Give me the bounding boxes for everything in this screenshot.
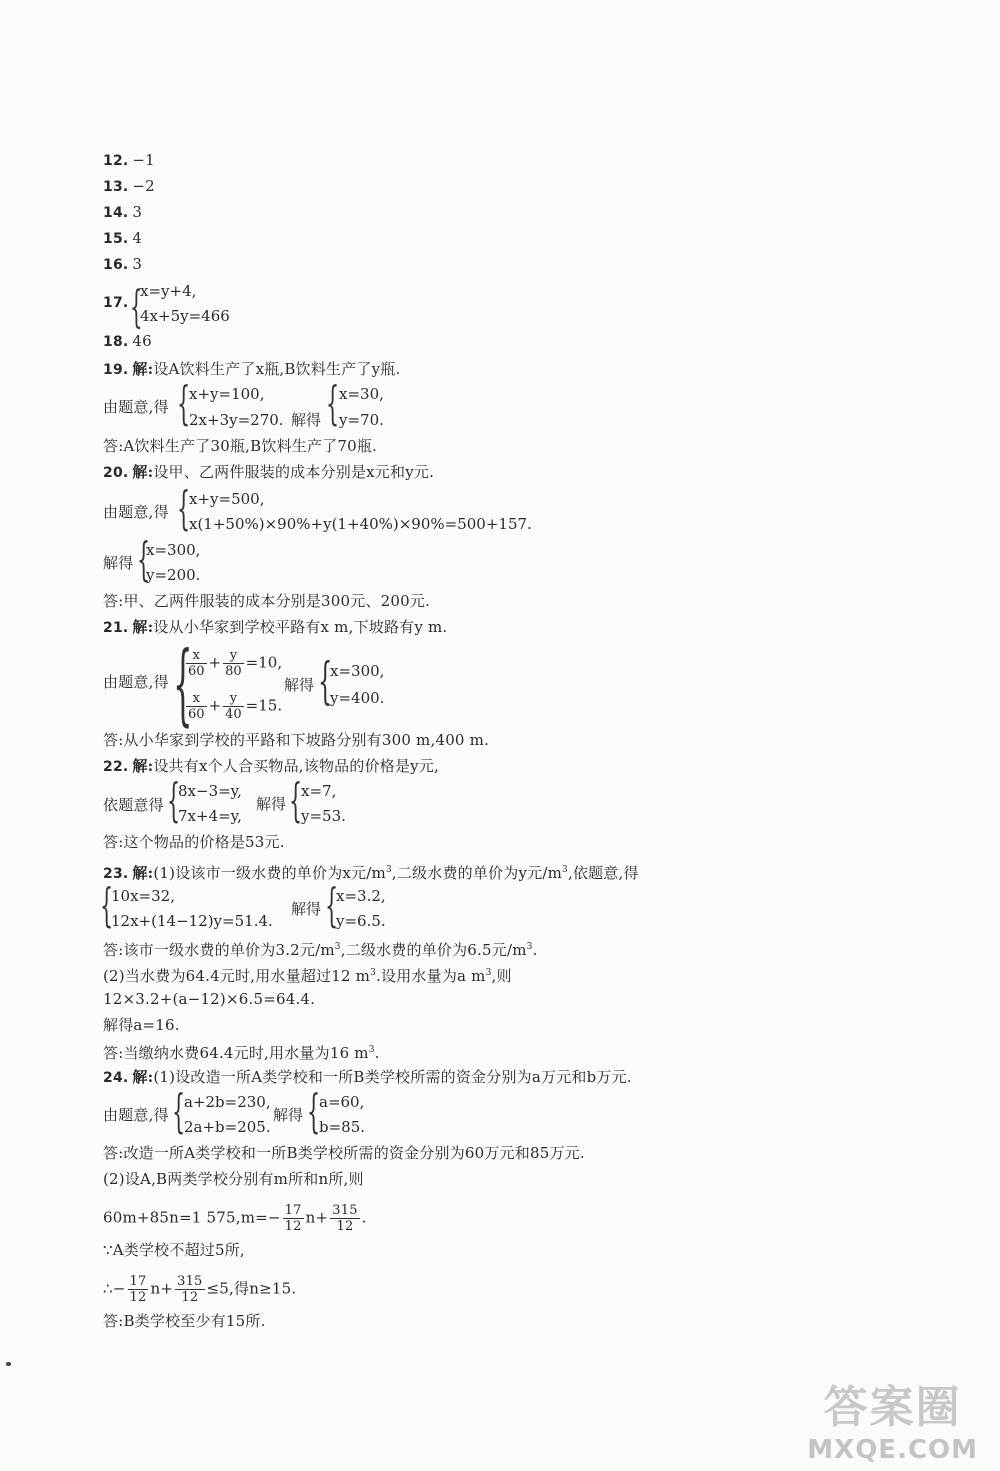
- result: x=30,: [339, 385, 384, 403]
- equation: 12×3.2+(a−12)×6.5=64.4.: [103, 990, 316, 1008]
- system-brace: {: [177, 376, 191, 430]
- solution-lead: 解得: [103, 554, 134, 572]
- result: y=6.5.: [336, 912, 386, 930]
- equation: 2a+b=205.: [184, 1118, 271, 1136]
- answer-22-conclusion: 答:这个物品的价格是53元.: [103, 833, 285, 851]
- because-line: ∵A类学校不超过5所,: [103, 1241, 245, 1259]
- solution-lead: 解得: [291, 411, 322, 429]
- watermark-logo: 答案圈: [823, 1382, 962, 1433]
- answer-21-setup: 21. 解:设从小华家到学校平路有x m,下坡路有y m.: [103, 618, 448, 636]
- system-lead: 由题意,得: [103, 1106, 169, 1124]
- system-brace: {: [326, 376, 340, 430]
- answer-24-conclusion-1: 答:改造一所A类学校和一所B类学校所需的资金分别为60万元和85万元.: [103, 1144, 585, 1162]
- equation-fractional: 60m+85n=1 575,m=− $\frac{17}{12}$ n+ $\frac{315}{12}$ .: [103, 1203, 367, 1234]
- result: a=60,: [319, 1093, 365, 1111]
- answer-24-setup: 24. 解:(1)设改造一所A类学校和一所B类学校所需的资金分别为a万元和b万元.: [103, 1068, 632, 1086]
- answer-15: 15. 4: [103, 229, 143, 247]
- answer-14: 14. 3: [103, 203, 143, 221]
- answer-23-conclusion-1: 答:该市一级水费的单价为3.2元$/m^3$,二级水费的单价为6.5元$/m^3$.: [103, 941, 538, 959]
- answer-24-conclusion-2: 答:B类学校至少有15所.: [103, 1312, 266, 1330]
- equation: x(1+50%)×90%+y(1+40%)×90%=500+157.: [189, 515, 532, 533]
- answer-23-setup: 23. 解:(1)设该市一级水费的单价为x元$/m^3$,二级水费的单价为y元$/m^3$,依题意,得: [103, 864, 639, 882]
- equation: 8x−3=y,: [178, 782, 242, 800]
- system-brace: {: [289, 773, 303, 827]
- equation: x+y=100,: [189, 385, 265, 403]
- system-brace: {: [100, 878, 114, 932]
- result: x=3.2,: [336, 887, 386, 905]
- result: x=300,: [146, 541, 201, 559]
- watermark: [807, 1371, 978, 1465]
- answer-16: 16. 3: [103, 255, 143, 273]
- answer-24-part2: (2)设A,B两类学校分别有m所和n所,则: [103, 1170, 364, 1188]
- result: y=70.: [339, 411, 384, 429]
- answer-21-conclusion: 答:从小华家到学校的平路和下坡路分别有300 m,400 m.: [103, 731, 490, 749]
- result: x=7,: [301, 782, 337, 800]
- system-brace: {: [307, 1084, 321, 1138]
- answer-23-conclusion-2: 答:当缴纳水费64.4元时,用水量为16 $m^3$.: [103, 1044, 380, 1062]
- answer-19-conclusion: 答:A饮料生产了30瓶,B饮料生产了70瓶.: [103, 437, 378, 455]
- equation-fractional: $\frac{x}{60}$ + $\frac{y}{80}$ =10,: [188, 648, 283, 679]
- solution-lead: 解得: [273, 1106, 304, 1124]
- answer-22-setup: 22. 解:设共有x个人合买物品,该物品的价格是y元,: [103, 757, 440, 775]
- answer-20-setup: 20. 解:设甲、乙两件服装的成本分别是x元和y元.: [103, 463, 435, 481]
- result: y=53.: [301, 807, 346, 825]
- result: b=85.: [319, 1118, 366, 1136]
- solution-lead: 解得: [284, 676, 315, 694]
- answer-18: 18. 46: [103, 332, 152, 350]
- system-brace: {: [172, 1084, 186, 1138]
- system-brace: {: [173, 632, 193, 735]
- solution-lead: 解得: [256, 795, 287, 813]
- equation: 2x+3y=270.: [189, 411, 284, 429]
- system-brace: {: [177, 481, 191, 535]
- system-brace: {: [130, 282, 143, 333]
- equation: 4x+5y=466: [140, 307, 230, 325]
- system-lead: 由题意,得: [103, 503, 169, 521]
- therefore-line: ∴− $\frac{17}{12}$ n+ $\frac{315}{12}$ ≤5,得n≥15.: [103, 1274, 297, 1305]
- equation: a+2b=230,: [184, 1093, 271, 1111]
- system-brace: {: [318, 652, 333, 710]
- result: 解得a=16.: [103, 1016, 180, 1034]
- system-lead: 由题意,得: [103, 398, 169, 416]
- equation: 7x+4=y,: [178, 807, 242, 825]
- equation: 12x+(14−12)y=51.4.: [111, 912, 273, 930]
- answer-13: 13. −2: [103, 177, 155, 195]
- answer-19-setup: 19. 解:设A饮料生产了x瓶,B饮料生产了y瓶.: [103, 360, 401, 378]
- equation: 10x=32,: [111, 887, 175, 905]
- answer-12: 12. −1: [103, 151, 155, 169]
- system-brace: {: [167, 773, 181, 827]
- system-brace: {: [137, 532, 151, 586]
- system-lead: 依题意得: [103, 796, 164, 814]
- answer-23-part2: (2)当水费为64.4元时,用水量超过12 $m^3$.设用水量为a $m^3$,则: [103, 967, 512, 985]
- system-brace: {: [325, 878, 339, 932]
- result: y=200.: [146, 566, 201, 584]
- equation: x+y=500,: [189, 490, 265, 508]
- solution-lead: 解得: [291, 900, 322, 918]
- watermark-url: MXQE.COM: [807, 1435, 978, 1465]
- scan-speck: [6, 1362, 11, 1366]
- answer-17-number: 17.: [103, 295, 129, 311]
- equation-fractional: $\frac{x}{60}$ + $\frac{y}{40}$ =15.: [188, 691, 283, 722]
- system-lead: 由题意,得: [103, 673, 169, 691]
- result: x=300,: [330, 662, 385, 680]
- equation: x=y+4,: [140, 282, 197, 300]
- answer-20-conclusion: 答:甲、乙两件服装的成本分别是300元、200元.: [103, 592, 431, 610]
- result: y=400.: [330, 689, 385, 707]
